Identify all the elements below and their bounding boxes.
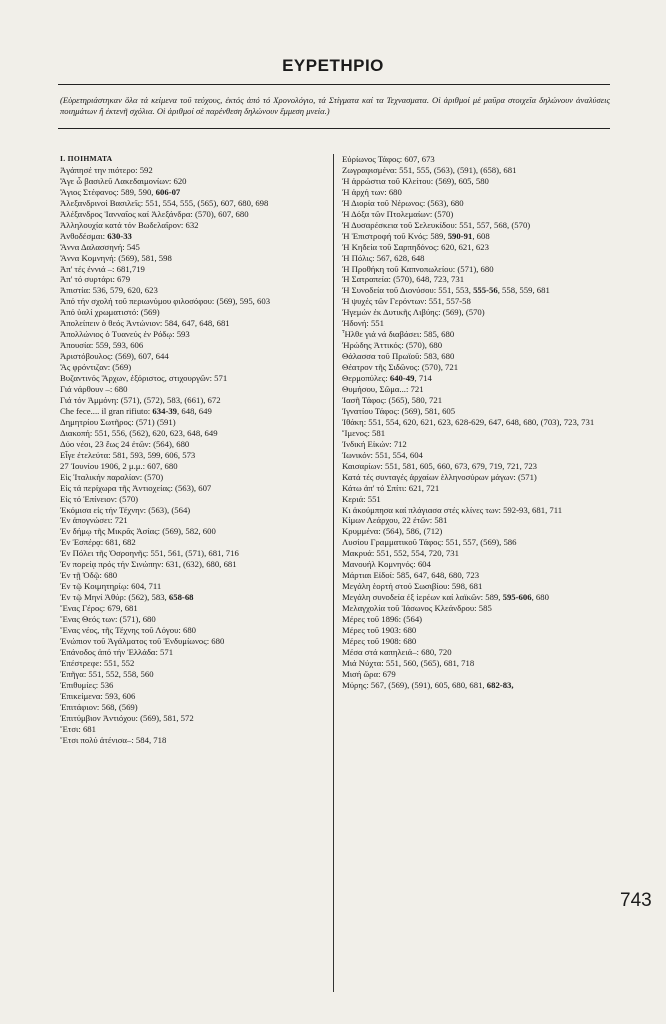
index-entry: Ἀπουσία: 559, 593, 606 [60,340,144,351]
index-entry: Δημητρίου Σωτῆρος: (571) (591) [60,416,176,427]
index-entry: Ἕνας νέος, τῆς Τέχνης τοῦ Λόγου: 680 [60,624,197,635]
index-entry: Ἔτσι πολύ ἀτένισα–: 584, 718 [60,734,167,745]
index-entry: Ἐπιτάφιον: 568, (569) [60,701,138,712]
index-entry: Θυμήσου, Σῶμα...: 721 [342,384,424,395]
index-entry: Ἐπιθυμίες: 536 [60,679,114,690]
index-entry: Ἄς φρόντιζαν: (569) [60,362,132,373]
index-entry: Ἴμενος: 581 [342,427,386,438]
index-entry: 27 Ἰουνίου 1906, 2 μ.μ.: 607, 680 [60,460,178,471]
index-entry: Κίμων Λεάρχου, 22 ἐτῶν: 581 [342,515,448,526]
index-entry: Μεγάλη ἑορτή στού Σωσιβίου: 598, 681 [342,581,483,592]
index-entry: Ἐν Ἑσπέρᾳ: 681, 682 [60,537,136,548]
index-entry: Ἀπό τήν σχολή τοῦ περιωνύμου φιλοσόφου: (569), 595, 603 [60,296,271,307]
index-entry: Μελαγχολία τοῦ Ἰάσωνος Κλεάνδρου: 585 [342,603,492,614]
index-entry: Ἰνδική Εἰκών: 712 [342,438,407,449]
index-entry: Εὐρίωνος Τάφος: 607, 673 [342,154,435,164]
intro-rule [58,128,610,129]
index-entry: Ἐν ἀπογνώσει: 721 [60,515,128,526]
index-entry: Ἡ Πόλις: 567, 628, 648 [342,252,425,263]
index-entry: Ἐπάνοδος ἀπό τήν Ἑλλάδα: 571 [60,646,174,657]
index-entry: Γιά τόν Ἀμμόνη: (571), (572), 583, (661), 672 [60,394,221,405]
index-entry: Μιά Νύχτα: 551, 560, (565), 681, 718 [342,657,475,668]
index-column-left [60,154,324,745]
index-entry: Ἀπό ὑαλί χρωματιστό: (569) [60,307,160,318]
index-entry: Ἀπ' τό συρτάρι: 679 [60,274,131,285]
index-entry: Ἐπιτύμβιον Ἀντιόχου: (569), 581, 572 [60,712,194,723]
index-entry: Κατά τές συνταγές ἀρχαίων ἑλληνοσύρων μάγων: (571) [342,471,537,482]
index-entry: Λυσίου Γραμματικοῦ Τάφος: 551, 557, (569), 586 [342,537,517,548]
index-entry: Ζωγραφισμένα: 551, 555, (563), (591), (658), 681 [342,164,517,175]
index-entry: Ἐν Πόλει τῆς Ὀσροηνῆς: 551, 561, (571), 681, 716 [60,548,239,559]
index-entry: Ἡ Δυσαρέσκεια τοῦ Σελευκίδου: 551, 557, 568, (570) [342,219,531,230]
index-entry: Ἰωνικόν: 551, 554, 604 [342,449,423,460]
index-entry: Εἶγε ἐτελεύτα: 581, 593, 599, 606, 573 [60,449,196,460]
index-entry: Ἰγνατίου Τάφος: (569), 581, 605 [342,405,456,416]
index-entry: Ἄγε ὦ βασιλεῦ Λακεδαιμονίων: 620 [60,175,187,186]
index-entry: Δύο νέοι, 23 ἕως 24 ἐτῶν: (564), 680 [60,438,190,449]
index-entry: Ἡ ἀρρώστια τοῦ Κλείτου: (569), 605, 580 [342,175,489,186]
index-entry: Ἀπ' τές ἐννιά –: 681,719 [60,263,145,274]
page-number: 743 [620,890,652,911]
index-entry: Μακρυά: 551, 552, 554, 720, 731 [342,548,459,559]
index-entry: Ἰασῆ Τάφος: (565), 580, 721 [342,394,443,405]
page-title: ΕΥΡΕΤΗΡΙΟ [282,56,384,75]
left-entries [60,165,324,746]
index-entry: Ἀπιστία: 536, 579, 620, 623 [60,285,158,296]
index-column-right [342,154,608,691]
index-entry: Μέρες τοῦ 1903: 680 [342,624,417,635]
index-entry: Ἀπολείπειν ὁ θεός Ἀντώνιον: 584, 647, 648, 681 [60,318,230,329]
index-entry: Ἀλεξανδρινοί Βασιλεῖς: 551, 554, 555, (565), 607, 680, 698 [60,197,269,208]
index-entry: Ἡ ἀρχή των: 680 [342,186,402,197]
index-entry: Ἐνώπιον τοῦ Ἀγάλματος τοῦ Ἐνδυμίωνος: 680 [60,635,225,646]
index-entry: Κεριά: 551 [342,493,381,504]
index-entry: Ἐπικείμενα: 593, 606 [60,690,136,701]
index-entry: Εἰς Ἰταλικήν παραλίαν: (570) [60,471,164,482]
index-entry: Ἡ Δόξα τῶν Πτολεμαίων: (570) [342,208,454,219]
index-entry: Ἀγάπησέ την πιότερο: 592 [60,164,153,175]
index-entry: Βυζαντινός Ἄρχων, ἐξόριστος, στιχουργῶν: 571 [60,373,228,384]
index-entry: Ἐπέστρεφε: 551, 552 [60,657,135,668]
index-entry: Ἀλληλουχία κατά τόν Βωδελαῖρον: 632 [60,219,199,230]
intro-note: (Εὑρετηριάστηκαν ὅλα τά κείμενα τοῦ τεύχους, ἐκτός ἀπό τό Χρονολόγιο, τά Στίγματα καί τα Τεχνασματα. Οἱ ἀριθμοί μέ μαῦρα στοιχεῖα δηλώνουν ἀναλύσεις ποιημάτων ἤ ἐκτενῆ σχόλια. Οἱ ἀριθμοί σέ παρένθεση δηλώνουν ἔμμεση μνεία.) [60,95,610,116]
index-entry: Μισή ὥρα: 679 [342,668,396,679]
index-entry: Ἀριστόβουλος: (569), 607, 644 [60,351,169,362]
index-entry: Ἡ Ἐπιστροφή τοῦ Κνός: 589, 590-91, 608 [342,230,490,241]
index-entry: Ἐν τῷ Κοιμητηρίῳ: 604, 711 [60,581,162,592]
index-entry: Ἐπῆγα: 551, 552, 558, 560 [60,668,154,679]
index-entry: Ἡ ψυχές τῶν Γερόντων: 551, 557-58 [342,296,471,307]
index-entry: Εἰς τό Ἐπίνειον: (570) [60,493,139,504]
title-rule [58,84,610,85]
index-entry: Ἦλθε γιά νά διαβάσει: 585, 680 [342,329,455,340]
index-entry: Κρυμμένα: (564), 586, (712) [342,526,443,537]
index-entry: Θάλασσα τοῦ Πρωϊοῦ: 583, 680 [342,351,455,362]
index-entry: Ἔτσι: 681 [60,723,96,734]
index-entry: Ἡ Διορία τοῦ Νέρωνος: (563), 680 [342,197,464,208]
index-entry: Μέσα στά καπηλειά–: 680, 720 [342,646,452,657]
index-entry: Che fece.... il gran rifiuto: 634-39, 648, 649 [60,405,212,416]
right-entries [342,154,608,691]
index-entry: Ἐκόμισα εἰς τήν Τέχνην: (563), (564) [60,504,191,515]
index-entry: Καισαρίων: 551, 581, 605, 660, 673, 679, 719, 721, 723 [342,460,538,471]
index-entry: Μύρης: 567, (569), (591), 605, 680, 681, 682-83, [342,679,514,690]
index-entry: Κάτω ἀπ' τό Σπίτι: 621, 721 [342,482,440,493]
index-entry: Ἡρώδης Ἀττικός: (570), 680 [342,340,443,351]
index-entry: Κι ἀκούμπησα καί πλάγιασα στές κλίνες των: 592-93, 681, 711 [342,504,563,515]
section-heading: Ι. ΠΟΙΗΜΑΤΑ [60,154,113,163]
index-entry: Ἐν τῇ Ὁδῷ: 680 [60,570,118,581]
index-entry: Ἡ Συνοδεία τοῦ Διονύσου: 551, 553, 555-56, 558, 559, 681 [342,285,550,296]
index-entry: Ἡ Κηδεία τοῦ Σαρπηδόνος: 620, 621, 623 [342,241,489,252]
index-entry: Μέρες τοῦ 1908: 680 [342,635,417,646]
index-entry: Ἰθάκη: 551, 554, 620, 621, 623, 628-629, 647, 648, 680, (703), 723, 731 [342,416,595,427]
index-entry: Θέατρον τῆς Σιδῶνος: (570), 721 [342,362,459,373]
column-divider [333,154,334,992]
index-entry: Ἐν τῷ Μηνί Ἀθύρ: (562), 583, 658-68 [60,592,194,603]
index-entry: Ἀλέξανδρος Ἰανναῖος καί Ἀλεξάνδρα: (570), 607, 680 [60,208,249,219]
index-entry: Ἕνας Γέρος: 679, 681 [60,603,138,614]
index-entry: Ἄννα Κομνηνή: (569), 581, 598 [60,252,172,263]
index-entry: Ἡ Σατραπεία: (570), 648, 723, 731 [342,274,465,285]
index-entry: Ἐν πορείᾳ πρός τήν Σινώπην: 631, (632), 680, 681 [60,559,237,570]
index-entry: Μανουήλ Κομνηνός: 604 [342,559,431,570]
index-entry: Ἐν δήμῳ τῆς Μικρᾶς Ἀσίας: (569), 582, 600 [60,526,216,537]
index-entry: Ἀνθοδέσμαι: 630-33 [60,230,132,241]
index-entry: Ἡγεμών ἐκ Δυτικῆς Λιβύης: (569), (570) [342,307,485,318]
index-entry: Μεγάλη συνοδεία ἐξ ἱερέων καί λαϊκῶν: 589, 595-606, 680 [342,592,549,603]
index-entry: Θερμοπύλες: 640-49, 714 [342,373,432,384]
index-entry: Ἀπολλώνιος ὁ Τυανεύς ἐν Ρόδῳ: 593 [60,329,190,340]
index-entry: Διακοπή: 551, 556, (562), 620, 623, 648, 649 [60,427,218,438]
index-entry: Ἡδονή: 551 [342,318,384,329]
index-entry: Ἡ Προθήκη τοῦ Καπνοπωλείου: (571), 680 [342,263,494,274]
index-entry: Ἅγιος Στέφανος: 589, 590, 606-07 [60,186,181,197]
index-entry: Μέρες τοῦ 1896: (564) [342,614,423,625]
index-entry: Ἕνας Θεός των: (571), 680 [60,614,156,625]
index-entry: Μάρτιαι Εἰδοί: 585, 647, 648, 680, 723 [342,570,480,581]
index-entry: Εἰς τά περίχωρα τῆς Ἀντιοχείας: (563), 607 [60,482,212,493]
index-entry: Ἄννα Δαλασσηνή: 545 [60,241,140,252]
index-entry: Γιά νάρθουν –: 680 [60,384,128,395]
